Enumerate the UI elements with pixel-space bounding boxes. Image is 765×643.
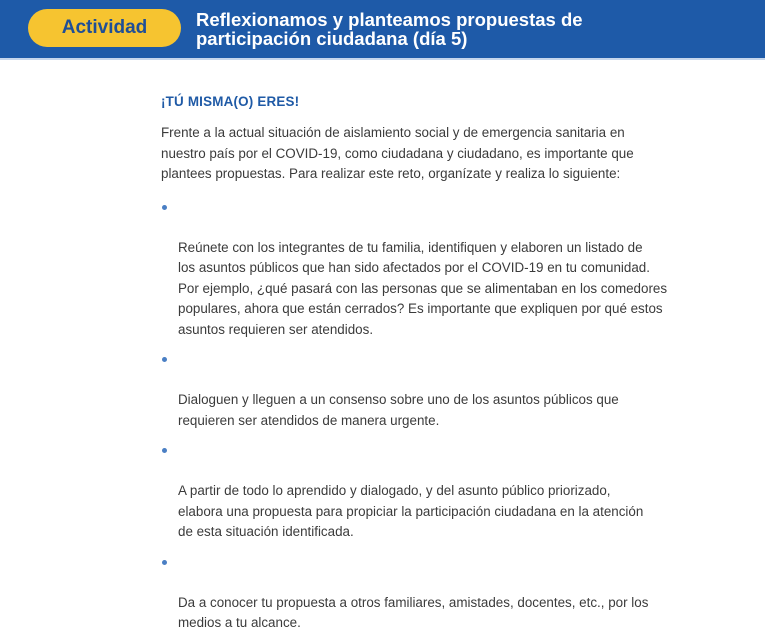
bullet-icon: [162, 205, 167, 210]
page-title-line-2: participación ciudadana (día 5): [196, 28, 468, 49]
list-item-text: Da a conocer tu propuesta a otros familiares, amistades, docentes, etc., por los medios a tu alcance.: [178, 594, 649, 630]
bullet-icon: [162, 357, 167, 362]
content-body: [161, 94, 721, 643]
list-item-text: A partir de todo lo aprendido y dialogado, y del asunto público priorizado, elabora una propuesta para propiciar la participación ciudadana en la atención de esta situación identificada.: [178, 483, 644, 539]
header-banner: [0, 0, 765, 60]
list-item-text: Reúnete con los integrantes de tu familia, identifiquen y elaboren un listado de los asuntos públicos que han sido afectados por el COVID-19 en tu comunidad. Por ejemplo, ¿qué pasará con las personas que se alimentaban en los comedores populares, ahora que están cerrados? Es importante que expliquen por qué estos asuntos requieren ser atendidos.: [178, 239, 668, 337]
list-item-text: Dialoguen y lleguen a un consenso sobre uno de los asuntos públicos que requieren ser atendidos de manera urgente.: [178, 392, 619, 428]
bullet-icon: [162, 448, 167, 453]
list-item: [161, 349, 721, 431]
intro-paragraph: Frente a la actual situación de aislamiento social y de emergencia sanitaria en nuestro país por el COVID-19, como ciudadana y ciudadano, es importante que plantees propuestas. Para realizar este reto, organízate y realiza lo siguiente:: [161, 125, 634, 181]
page-title: [196, 10, 756, 48]
bullet-icon: [162, 560, 167, 565]
page-title-line-1: Reflexionamos y planteamos propuestas de: [196, 9, 583, 30]
list-item: [161, 197, 721, 341]
list-item: [161, 552, 721, 634]
section-title: ¡TÚ MISMA(O) ERES!: [161, 94, 300, 109]
list-item: [161, 440, 721, 543]
activity-badge: Actividad: [28, 9, 181, 47]
bullet-list: [161, 197, 721, 634]
